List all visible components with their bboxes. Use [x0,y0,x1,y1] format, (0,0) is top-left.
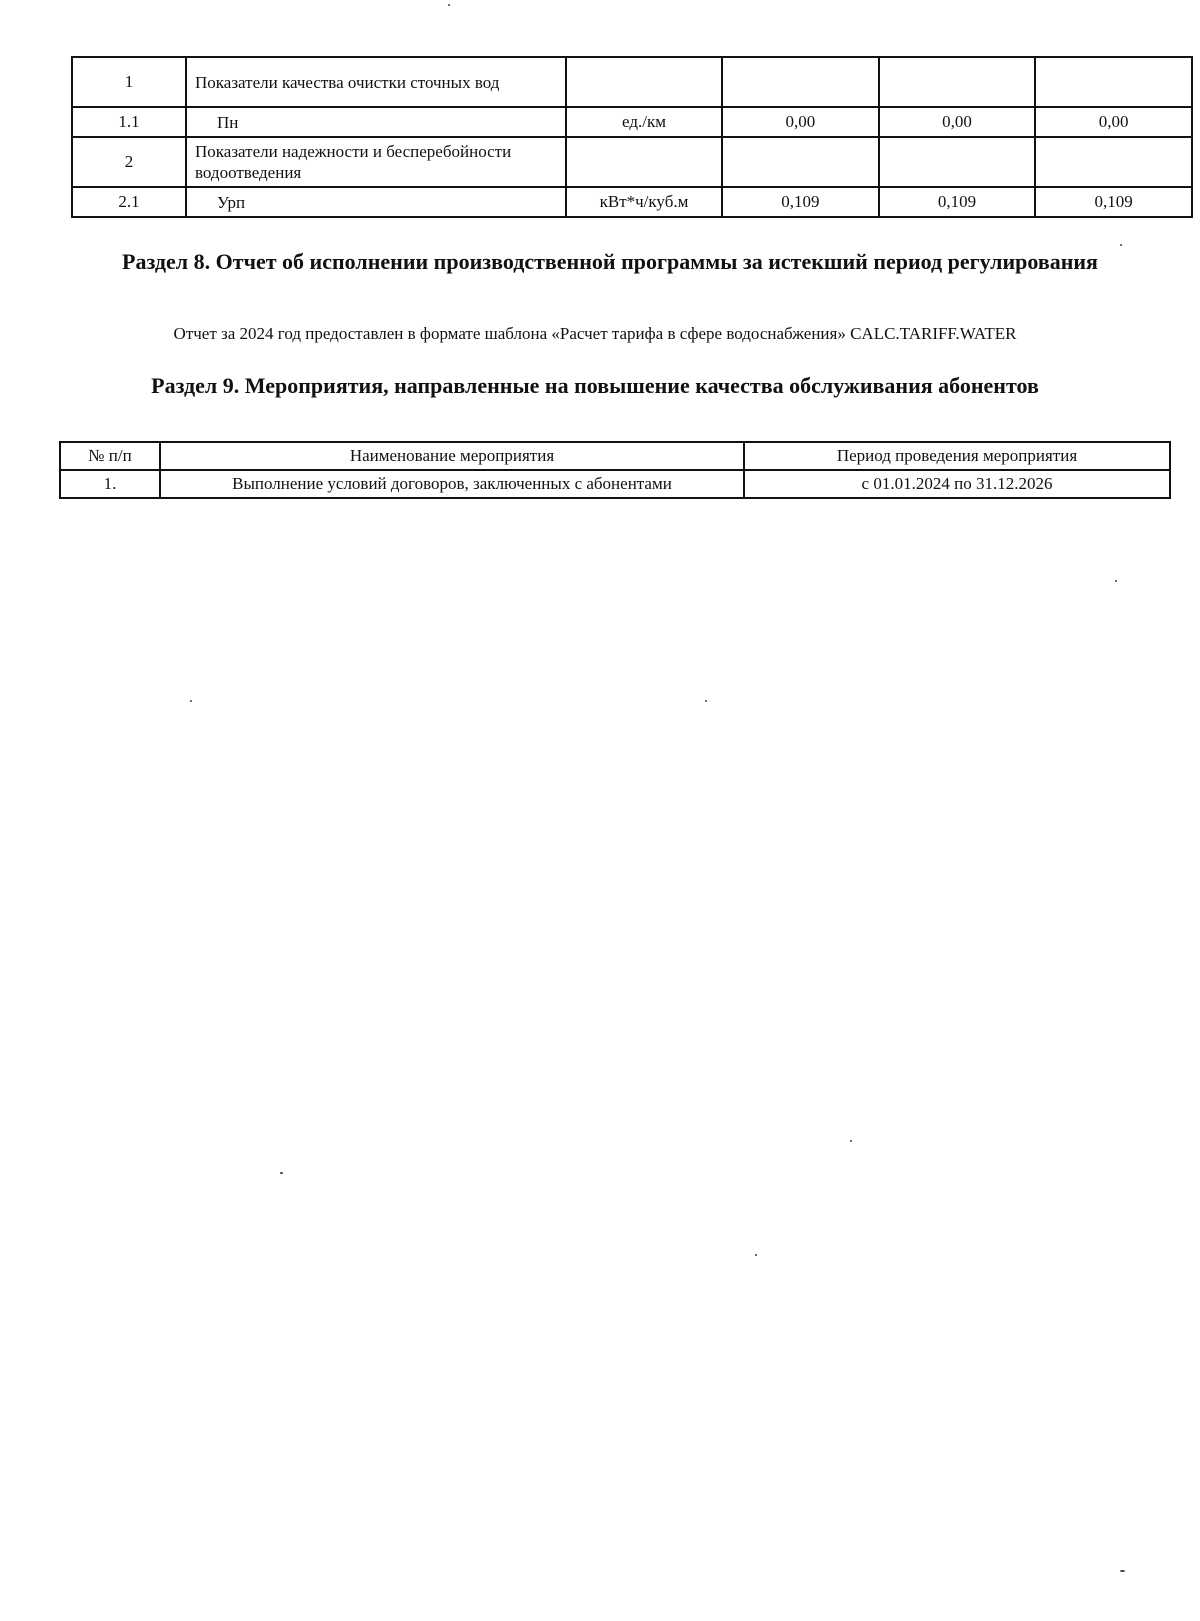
row-number: 1.1 [72,107,186,137]
scan-speck [755,1254,757,1256]
indicator-unit: ед./км [566,107,722,137]
column-header-period: Период проведения мероприятия [744,442,1170,470]
indicators-table [71,56,1193,218]
row-number: 2.1 [72,187,186,217]
scan-speck [190,700,192,702]
scan-speck [1115,580,1117,582]
scan-speck [705,700,707,702]
table-header-row [60,442,1170,470]
indicator-name: Пн [186,107,566,137]
scan-speck [1120,244,1122,246]
events-table [59,441,1171,499]
indicator-value-1 [722,137,879,187]
event-number: 1. [60,470,160,498]
indicator-value-2: 0,00 [879,107,1036,137]
indicator-value-2 [879,137,1036,187]
scan-speck [280,1172,283,1174]
indicator-value-1 [722,57,879,107]
column-header-name: Наименование мероприятия [160,442,744,470]
row-number: 1 [72,57,186,107]
scan-speck [850,1140,852,1142]
section-8-text: Отчет за 2024 год предоставлен в формате шаблона «Расчет тарифа в сфере водоснабжения» CALC.TARIFF.WATER [173,324,1017,343]
indicator-unit: кВт*ч/куб.м [566,187,722,217]
event-name: Выполнение условий договоров, заключенных с абонентами [160,470,744,498]
table-row [72,137,1192,187]
indicator-name: Показатели надежности и бесперебойности водоотведения [186,137,566,187]
indicator-name: Показатели качества очистки сточных вод [186,57,566,107]
table-row [72,107,1192,137]
scan-speck [448,4,450,6]
table-row [72,187,1192,217]
indicator-value-3 [1035,57,1192,107]
indicator-value-1: 0,109 [722,187,879,217]
indicator-value-2: 0,109 [879,187,1036,217]
section-9-title: Раздел 9. Мероприятия, направленные на повышение качества обслуживания абонентов [151,373,1039,398]
indicator-unit [566,57,722,107]
table-row [72,57,1192,107]
indicator-value-3: 0,00 [1035,107,1192,137]
column-header-number: № п/п [60,442,160,470]
row-number: 2 [72,137,186,187]
indicator-name: Урп [186,187,566,217]
indicator-value-2 [879,57,1036,107]
indicator-value-3 [1035,137,1192,187]
section-8-title: Раздел 8. Отчет об исполнении производственной программы за истекший период регулирования [122,249,1098,274]
indicator-value-3: 0,109 [1035,187,1192,217]
scan-speck [1120,1570,1125,1572]
event-period: с 01.01.2024 по 31.12.2026 [744,470,1170,498]
indicator-value-1: 0,00 [722,107,879,137]
indicator-unit [566,137,722,187]
table-row [60,470,1170,498]
